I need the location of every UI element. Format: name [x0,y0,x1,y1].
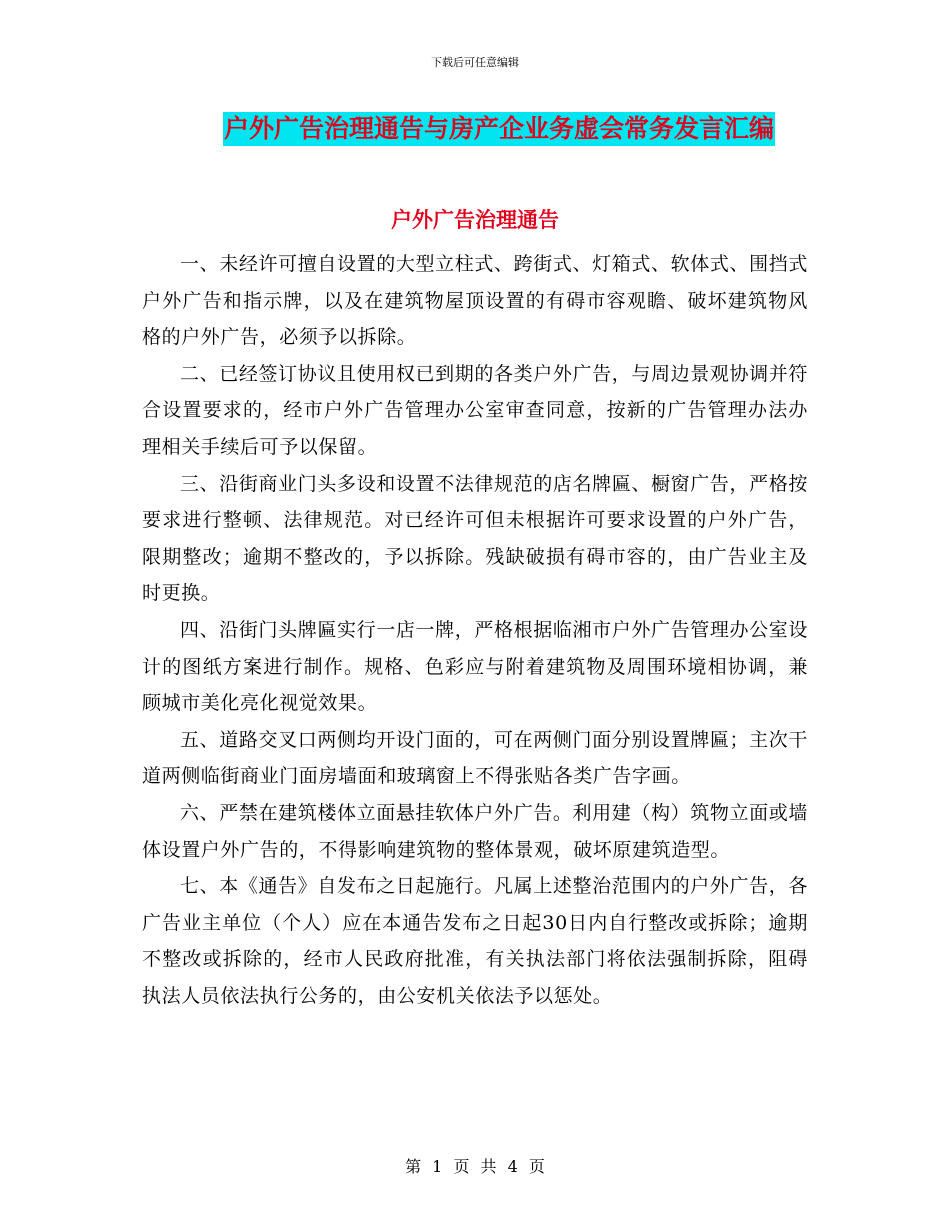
paragraph-2: 二、已经签订协议且使用权已到期的各类户外广告，与周边景观协调并符合设置要求的，经市户外广告管理办公室审查同意，按新的广告管理办法办理相关手续后可予以保留。 [142,362,808,458]
paragraph-4: 四、沿街门头牌匾实行一店一牌，严格根据临湘市户外广告管理办公室设计的图纸方案进行制作。规格、色彩应与附着建筑物及周围环境相协调，兼顾城市美化亮化视觉效果。 [142,618,808,715]
document-title-container [0,112,950,146]
document-title: 户外广告治理通告与房产企业务虚会常务发言汇编 [223,112,775,146]
section-title: 户外广告治理通告 [391,208,559,232]
paragraph-7: 七、本《通告》自发布之日起施行。凡属上述整治范围内的户外广告，各广告业主单位（个人）应在本通告发布之日起30日内自行整改或拆除；逾期不整改或拆除的，经市人民政府批准，有关执法部门将依法强制拆除，阻碍执法人员依法执行公务的，由公安机关依法予以惩处。 [142,875,808,1007]
page-footer: 第 1 页 共 4 页 [405,1157,545,1176]
document-body [142,246,808,1014]
paragraph-1: 一、未经许可擅自设置的大型立柱式、跨街式、灯箱式、软体式、围挡式户外广告和指示牌，以及在建筑物屋顶设置的有碍市容观瞻、破坏建筑物风格的户外广告，必须予以拆除。 [142,253,808,349]
paragraph-6: 六、严禁在建筑楼体立面悬挂软体户外广告。利用建（构）筑物立面或墙体设置户外广告的，不得影响建筑物的整体景观，破坏原建筑造型。 [142,801,808,861]
paragraph-3: 三、沿街商业门头多设和设置不法律规范的店名牌匾、橱窗广告，严格按要求进行整顿、法律规范。对已经许可但未根据许可要求设置的户外广告，限期整改；逾期不整改的，予以拆除。残缺破损有碍市容的，由广告业主及时更换。 [142,472,808,605]
paragraph-5: 五、道路交叉口两侧均开设门面的，可在两侧门面分别设置牌匾；主次干道两侧临街商业门面房墙面和玻璃窗上不得张贴各类广告字画。 [142,728,808,788]
page-header-note: 下载后可任意编辑 [431,56,519,69]
